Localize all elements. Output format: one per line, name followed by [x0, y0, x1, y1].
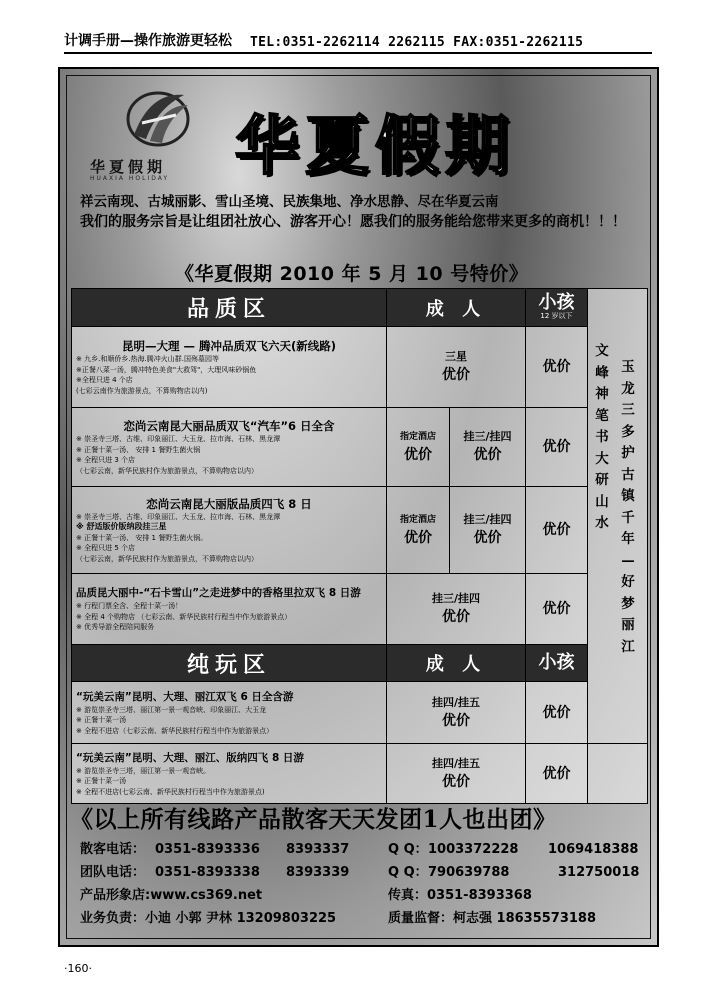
package-1-adult-price: 三星 优价: [387, 327, 526, 408]
pure-package-2-child-price: 优价: [526, 744, 588, 804]
pure-package-2: “玩美云南”昆明、大理、丽江、版纳四飞 8 日游 ※ 游览崇圣寺三塔，丽江第一景一观音峡。 ※ 正餐十菜一汤 ※ 全程不进店(七彩云南、新华民族村行程当中作为旅游景点): [72, 744, 387, 804]
package-3: 恋尚云南昆大丽版品质四飞 8 日 ※ 崇圣寺三塔、古维、印象丽江、大玉龙、拉市海、石林、黑龙潭 ※ 舒适版价版纳段挂三星 ※ 正餐十菜一汤、 安排 1 餐野生菌火锅。 ※ 全程只进 5 个店 （七彩云南，新华民族村作为旅游景点，不算购物店以内）: [72, 487, 387, 574]
quality-child-header: 小孩 12 岁以下: [526, 289, 588, 327]
page-number: ·160·: [64, 962, 92, 975]
side-poem-right: 玉龙三多护古镇千年—好梦丽江: [621, 359, 635, 655]
pure-child-header: 小孩: [526, 645, 588, 682]
staff-row: [80, 907, 650, 930]
pure-package-2-adult-price: 挂四/挂五 优价: [387, 744, 526, 804]
quality-supervisor: 质量监督：柯志强 18635573188: [388, 911, 597, 926]
retail-contact-row: [80, 838, 650, 861]
package-4-child-price: 优价: [526, 574, 588, 645]
store-row: [80, 884, 650, 907]
package-4-name: 品质昆大丽中-“石卡雪山”之走进梦中的香格里拉双飞 8 日游: [76, 587, 361, 600]
qq-label-2: Q Q：: [388, 865, 428, 880]
package-4-adult-price: 挂三/挂四 优价: [387, 574, 526, 645]
handbook-title: 计调手册—操作旅游更轻松: [64, 33, 232, 49]
quality-adult-header: 成 人: [387, 289, 526, 327]
retail-phone-2: 8393337: [286, 842, 350, 857]
package-2-hotel-price: 指定酒店 优价: [387, 408, 450, 487]
pure-package-1: “玩美云南”昆明、大理、丽江双飞 6 日全含游 ※ 游览崇圣寺三塔、丽江第一景一观音峡、印象丽江、大玉龙 ※ 正餐十菜一汤 ※ 全程不进店（七彩云南、新华民族村行程当中作为旅游景点）: [72, 682, 387, 744]
logo-subtext: HUAXIA HOLIDAY: [90, 175, 170, 182]
fax-number: 传真：0351-8393368: [388, 888, 532, 903]
side-poem-tail: [588, 744, 648, 804]
qq-number-1b: 1069418388: [548, 842, 639, 857]
package-4: 品质昆大丽中-“石卡雪山”之走进梦中的香格里拉双飞 8 日游 ※ 行程门票全含、全程十菜一汤！ ※ 全程 4 个购物店 （七彩云南、新华民族村行程当中作为旅游景点） ※ 优秀导游全程陪同服务: [72, 574, 387, 645]
qq-label-1: Q Q：: [388, 842, 428, 857]
package-3-adult-price: 挂三/挂四 优价: [450, 487, 526, 574]
group-contact-row: [80, 861, 650, 884]
package-2-name: 恋尚云南昆大丽品质双飞“汽车”6 日全含: [123, 419, 335, 433]
pure-adult-header: 成 人: [387, 645, 526, 682]
pure-package-1-child-price: 优价: [526, 682, 588, 744]
retail-phone-label: 散客电话：: [80, 842, 146, 857]
package-2: 恋尚云南昆大丽品质双飞“汽车”6 日全含 ※ 崇圣寺三塔、古维、印象丽江、大玉龙、拉市海、石林、黑龙潭 ※ 正餐十菜一汤、 安排 1 餐野生菌火锅 ※ 全程只进 3 个店 （七彩云南，新华民族村作为旅游景点，不算购物店以内）: [72, 408, 387, 487]
pure-package-1-adult-price: 挂四/挂五 优价: [387, 682, 526, 744]
retail-phone-1: 0351-8393336: [155, 842, 260, 857]
package-3-child-price: 优价: [526, 487, 588, 574]
price-table: [71, 288, 648, 804]
package-1-child-price: 优价: [526, 327, 588, 408]
side-poem-left: 文峰神笔书大研山水: [595, 343, 609, 531]
package-2-adult-price: 挂三/挂四 优价: [450, 408, 526, 487]
pure-package-2-name: “玩美云南”昆明、大理、丽江、版纳四飞 8 日游: [76, 751, 304, 764]
logo-text: 华夏假期: [90, 158, 167, 176]
special-offer-title: 《华夏假期 2010 年 5 月 10 号特价》: [175, 263, 529, 285]
pure-package-1-name: “玩美云南”昆明、大理、丽江双飞 6 日全含游: [76, 690, 294, 703]
page-header-bar: [64, 30, 652, 54]
daily-departure-title: 《以上所有线路产品散客天天发团1人也出团》: [70, 806, 557, 833]
quality-section-header: 品质区: [72, 289, 387, 327]
contact-block: [80, 838, 650, 930]
package-3-name: 恋尚云南昆大丽版品质四飞 8 日: [146, 496, 312, 511]
brand-title: 华夏假期: [235, 109, 515, 184]
group-phone-1: 0351-8393338: [155, 865, 260, 880]
qq-number-2b: 312750018: [558, 865, 640, 880]
brand-header: [60, 69, 659, 184]
slogan: 祥云南现、古城丽影、雪山圣境、民族集地、净水思静、尽在华夏云南: [80, 194, 499, 210]
group-phone-label: 团队电话：: [80, 865, 146, 880]
business-manager: 业务负责：小迪 小郭 尹林 13209803225: [80, 911, 337, 926]
brand-logo-icon: [124, 85, 192, 149]
group-phone-2: 8393339: [286, 865, 350, 880]
qq-number-1a: 1003372228: [428, 842, 519, 857]
package-3-hotel-price: 指定酒店 优价: [387, 487, 450, 574]
store-website: 产品形象店:www.cs369.net: [80, 888, 263, 903]
package-1: 昆明—大理 — 腾冲品质双飞六天(新线路) ※ 九乡.和顺侨乡.热海.腾冲火山群.国殇墓园等 ※正餐八菜一汤，腾冲特色美食"大救驾"，大理风味砂锅鱼 ※全程只进 4 个店 (七彩云南作为旅游景点，不算购物店以内): [72, 327, 387, 408]
pure-section-header: 纯玩区: [72, 645, 387, 682]
mission-statement: 我们的服务宗旨是让组团社放心、游客开心！愿我们的服务能给您带来更多的商机！！！: [80, 214, 626, 230]
package-1-name: 昆明—大理 — 腾冲品质双飞六天(新线路): [121, 339, 337, 353]
side-poem: [588, 289, 648, 744]
qq-number-2a: 790639788: [428, 865, 510, 880]
package-2-child-price: 优价: [526, 408, 588, 487]
header-phone-fax: TEL:0351-2262114 2262115 FAX:0351-2262115: [250, 35, 584, 50]
